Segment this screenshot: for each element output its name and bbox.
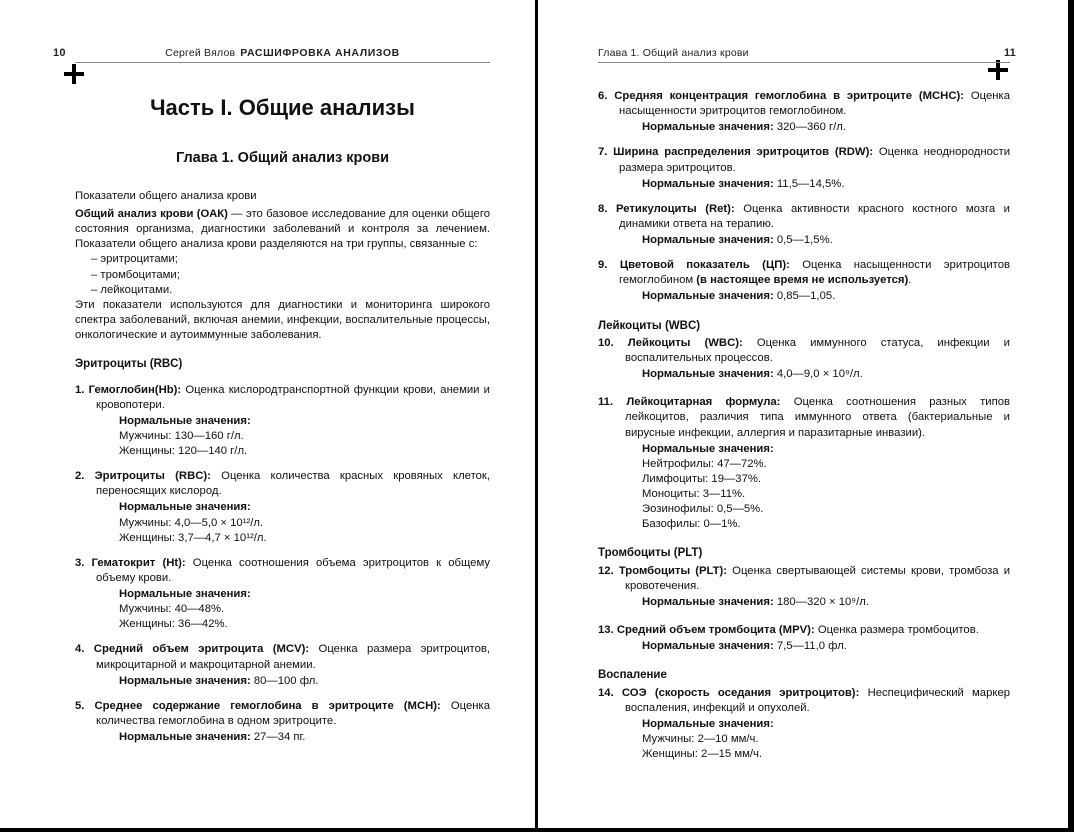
- norm-value-line: Женщины: 36—42%.: [119, 618, 228, 631]
- bullet-list: [75, 252, 490, 297]
- item-desc: Оценка размера эритроцитов, микроцитарной и макроцитарной анемии.: [96, 643, 491, 671]
- norm-block: [642, 717, 1010, 762]
- norm-block: [642, 639, 1010, 654]
- analysis-item-10: [598, 336, 1010, 382]
- norm-value: 11,5—14,5%.: [773, 177, 845, 190]
- page-header-left: [53, 46, 490, 63]
- norm-value-line: Женщины: 3,7—4,7 × 10¹²/л.: [119, 531, 267, 544]
- item-desc: Оценка свертывающей системы крови, тромбоза и кровотечения.: [625, 564, 1011, 592]
- norm-label: Нормальные значения:: [642, 368, 774, 381]
- item-desc: Оценка неоднородности размера эритроцитов.: [619, 146, 1011, 174]
- page-right: [598, 46, 1016, 762]
- page-number: 10: [53, 47, 66, 59]
- analysis-item-8: [598, 202, 1010, 248]
- norm-label: Нормальные значения:: [642, 596, 774, 609]
- page-number: 11: [1003, 47, 1016, 59]
- bullet-item: – лейкоцитами.: [91, 283, 173, 296]
- norm-block: [642, 595, 1010, 610]
- chapter-title: Глава 1. Общий анализ крови: [175, 150, 390, 167]
- right-trim-line: [1068, 0, 1074, 832]
- intro-term: Общий анализ крови (ОАК): [75, 208, 228, 221]
- bullet-item: – эритроцитами;: [91, 253, 178, 266]
- norm-value: 180—320 × 10⁹/л.: [773, 596, 869, 609]
- item-desc-emphasis: (в настоящее время не используется): [696, 274, 909, 287]
- norm-label: Нормальные значения:: [119, 588, 251, 601]
- running-head: [75, 46, 490, 60]
- item-title: 6. Средняя концентрация гемоглобина в эритроците (MCHC):: [598, 90, 965, 102]
- intro-paragraph: [75, 207, 490, 252]
- item-desc: Оценка иммунного статуса, инфекции и воспалительных процессов.: [625, 336, 1010, 365]
- norm-value-line: Эозинофилы: 0,5—5%.: [642, 503, 764, 516]
- norm-label: Нормальные значения:: [642, 718, 774, 731]
- item-desc: Оценка кислородтранспортной функции крови, анемии и кровопотери.: [96, 383, 490, 411]
- norm-value: 0,5—1,5%.: [773, 234, 833, 246]
- running-book-title: РАСШИФРОВКА АНАЛИЗОВ: [240, 47, 400, 59]
- item-desc: Оценка соотношения объема эритроцитов к общему объему крови.: [96, 556, 490, 584]
- item-title: 5. Среднее содержание гемоглобина в эритроците (MCH):: [75, 699, 441, 712]
- section-heading-inflammation: Воспаление: [598, 669, 667, 682]
- norm-block: [119, 730, 490, 745]
- analysis-item-1: [75, 383, 490, 460]
- norm-value-line: Женщины: 2—15 мм/ч.: [642, 748, 763, 761]
- norm-label: Нормальные значения:: [119, 501, 251, 514]
- item-title: 13. Средний объем тромбоцита (MPV):: [598, 624, 815, 637]
- norm-label: Нормальные значения:: [642, 290, 774, 303]
- norm-value-line: Нейтрофилы: 47—72%.: [642, 457, 767, 470]
- item-title: 8. Ретикулоциты (Ret):: [598, 202, 735, 215]
- section-heading-wbc: Лейкоциты (WBC): [598, 319, 701, 332]
- item-title: 12. Тромбоциты (PLT):: [598, 564, 728, 577]
- norm-block: [119, 414, 490, 459]
- norm-value: 4,0—9,0 × 10⁹/л.: [773, 368, 863, 381]
- norm-block: [642, 233, 1010, 248]
- running-chapter: Глава 1. Общий анализ крови: [598, 47, 749, 59]
- norm-block: [119, 500, 490, 545]
- item-desc: Оценка количества гемоглобина в одном эритроците.: [96, 699, 490, 727]
- item-desc: Оценка количества красных кровяных клеток, переносящих кислород.: [96, 470, 491, 498]
- bottom-trim-line: [0, 828, 1074, 832]
- norm-value-line: Базофилы: 0—1%.: [642, 518, 741, 531]
- intro-tail-paragraph: Эти показатели используются для диагностики и мониторинга широкого спектра заболеваний, включая анемии, инфекции, воспалительные процессы, онкологические и аутоиммунные заболевания.: [75, 298, 490, 342]
- intro-lead-line: Показатели общего анализа крови: [75, 189, 257, 202]
- norm-value-line: Мужчины: 2—10 мм/ч.: [642, 733, 759, 746]
- analysis-item-4: [75, 642, 490, 688]
- page-header-right: [598, 46, 1016, 63]
- intro-text: — это базовое исследование для оценки общего состояния организма, диагностики заболеваний и контроля за лечением. Показатели общего анализа крови разделяются на три группы, связанные с:: [75, 208, 490, 251]
- norm-value-line: Женщины: 120—140 г/л.: [119, 445, 248, 458]
- section-heading-rbc: Эритроциты (RBC): [75, 358, 183, 371]
- item-desc: Оценка соотношения разных типов лейкоцитов, различия типа иммунного ответа (бактериальные и вирусные инфекции, аллергия и паразитарные инвазии).: [625, 396, 1010, 439]
- item-desc: Оценка размера тромбоцитов.: [814, 624, 979, 637]
- norm-value: 320—360 г/л.: [773, 121, 846, 134]
- item-desc: Оценка насыщенности эритроцитов гемоглобином: [619, 259, 1011, 287]
- norm-label: Нормальные значения:: [642, 121, 774, 134]
- norm-label: Нормальные значения:: [642, 442, 774, 455]
- norm-label: Нормальные значения:: [119, 674, 251, 687]
- item-title: 2. Эритроциты (RBC):: [75, 470, 211, 483]
- norm-block: [642, 367, 1010, 382]
- norm-block: [642, 177, 1010, 192]
- norm-value-line: Мужчины: 130—160 г/л.: [119, 429, 244, 442]
- norm-block: [642, 289, 1010, 304]
- analysis-item-6: [598, 89, 1010, 135]
- bullet-item: – тромбоцитами;: [91, 268, 180, 281]
- analysis-item-13: [598, 623, 1010, 654]
- item-desc: Оценка активности красного костного мозга и динамики ответа на терапию.: [619, 202, 1010, 230]
- item-title: 11. Лейкоцитарная формула:: [598, 396, 781, 409]
- item-title: 1. Гемоглобин(Hb):: [75, 383, 182, 396]
- norm-block: [642, 442, 1010, 533]
- page-spine-line: [535, 0, 538, 832]
- item-title: 4. Средний объем эритроцита (MCV):: [75, 643, 310, 656]
- norm-value: 80—100 фл.: [250, 674, 319, 687]
- norm-label: Нормальные значения:: [119, 731, 251, 744]
- item-title: 10. Лейкоциты (WBC):: [598, 336, 743, 349]
- norm-value-line: Моноциты: 3—11%.: [642, 488, 746, 501]
- item-desc: .: [908, 274, 912, 287]
- norm-value-line: Мужчины: 4,0—5,0 × 10¹²/л.: [119, 516, 264, 529]
- analysis-item-14: [598, 686, 1010, 763]
- norm-label: Нормальные значения:: [642, 234, 774, 246]
- norm-value-line: Лимфоциты: 19—37%.: [642, 472, 762, 485]
- item-title: 14. СОЭ (скорость оседания эритроцитов):: [598, 686, 860, 699]
- item-title: 9. Цветовой показатель (ЦП):: [598, 259, 790, 272]
- running-author: Сергей Вялов: [165, 47, 236, 59]
- analysis-item-3: [75, 556, 490, 633]
- section-heading-plt: Тромбоциты (PLT): [598, 547, 703, 560]
- analysis-item-11: [598, 395, 1010, 532]
- norm-label: Нормальные значения:: [642, 177, 774, 190]
- item-title: 7. Ширина распределения эритроцитов (RDW):: [598, 146, 874, 159]
- norm-label: Нормальные значения:: [119, 414, 251, 427]
- norm-value: 27—34 пг.: [250, 731, 306, 744]
- norm-label: Нормальные значения:: [642, 640, 774, 653]
- item-title: 3. Гематокрит (Ht):: [75, 556, 186, 569]
- analysis-item-2: [75, 469, 490, 546]
- page-left: [53, 46, 491, 745]
- norm-value-line: Мужчины: 40—48%.: [119, 603, 225, 616]
- item-desc: Оценка насыщенности эритроцитов гемоглобином.: [619, 90, 1010, 118]
- norm-block: [119, 674, 490, 689]
- analysis-item-9: [598, 258, 1010, 304]
- item-desc: Неспецифический маркер воспаления, инфекций и опухолей.: [625, 686, 1011, 714]
- analysis-item-12: [598, 564, 1010, 610]
- part-title: Часть I. Общие анализы: [150, 95, 415, 120]
- norm-value: 0,85—1,05.: [773, 290, 836, 303]
- norm-block: [119, 587, 490, 632]
- norm-block: [642, 120, 1010, 135]
- analysis-item-5: [75, 699, 490, 745]
- analysis-item-7: [598, 145, 1010, 191]
- norm-value: 7,5—11,0 фл.: [773, 640, 847, 653]
